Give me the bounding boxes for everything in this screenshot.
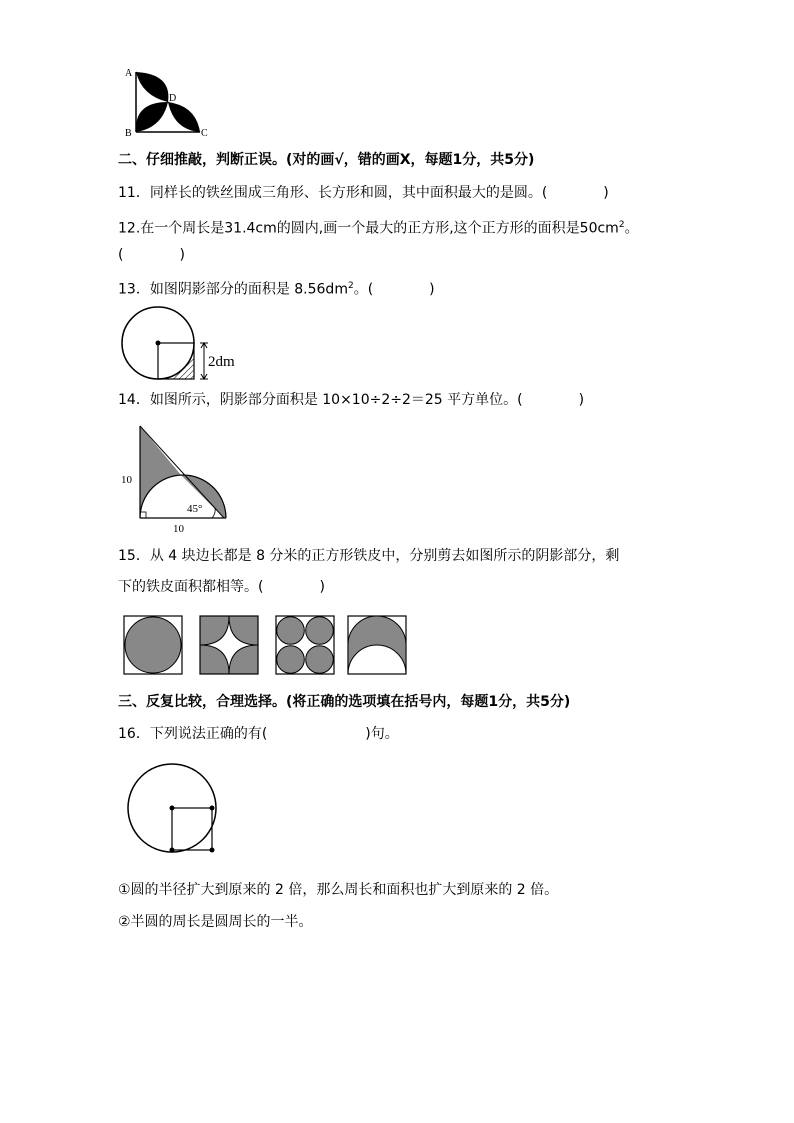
- question-12: [118, 215, 639, 239]
- section-2-heading: 二、仔细推敲，判断正误。(对的画√，错的画X，每题1分，共5分): [118, 152, 535, 168]
- side-label: 10: [121, 474, 132, 486]
- dimension-label: 2dm: [208, 354, 235, 370]
- question-13-text: 13．如图阴影部分的面积是 8.56dm: [118, 281, 348, 298]
- label-c: C: [201, 128, 208, 139]
- question-15-line-2: 下的铁皮面积都相等。( ): [118, 579, 325, 595]
- question-13: [118, 276, 435, 300]
- option-2: ②半圆的周长是圆周长的一半。: [118, 914, 313, 930]
- question-16: 16．下列说法正确的有( )句。: [118, 726, 399, 742]
- square-with-corner-quarters: [200, 616, 258, 674]
- label-b: B: [125, 128, 132, 139]
- circle-inscribed-square-figure: [126, 762, 226, 862]
- question-12-text: 12.在一个周长是31.4cm的圆内,画一个最大的正方形,这个正方形的面积是50cm: [118, 220, 619, 237]
- label-a: A: [125, 68, 133, 79]
- circle-square-figure: [118, 304, 248, 386]
- option-1: ①圆的半径扩大到原来的 2 倍，那么周长和面积也扩大到原来的 2 倍。: [118, 882, 559, 898]
- question-13-sup: 2: [347, 281, 354, 291]
- bottom-label: 10: [173, 523, 184, 535]
- question-15-line-1: 15．从 4 块边长都是 8 分米的正方形铁皮中，分别剪去如图所示的阴影部分，剩: [118, 548, 620, 564]
- question-12-end: 。: [624, 220, 639, 237]
- angle-label: 45°: [187, 503, 203, 515]
- square-with-four-circles: [276, 616, 334, 674]
- triangle-semicircle-figure: [118, 420, 238, 536]
- question-13-end: 。( ): [353, 281, 435, 298]
- question-12-sup: 2: [618, 220, 625, 230]
- petal-figure: [122, 64, 212, 140]
- section-3-heading: 三、反复比较，合理选择。(将正确的选项填在括号内，每题1分，共5分): [118, 694, 571, 710]
- square-with-circle: [124, 616, 182, 674]
- question-12-answer: ( ): [118, 247, 185, 263]
- four-squares-figure: [122, 614, 408, 676]
- square-with-semicircles: [348, 616, 406, 674]
- label-d: D: [169, 93, 177, 104]
- question-11: 11．同样长的铁丝围成三角形、长方形和圆，其中面积最大的是圆。( ): [118, 185, 609, 201]
- question-14: 14．如图所示，阴影部分面积是 10×10÷2÷2＝25 平方单位。( ): [118, 392, 585, 408]
